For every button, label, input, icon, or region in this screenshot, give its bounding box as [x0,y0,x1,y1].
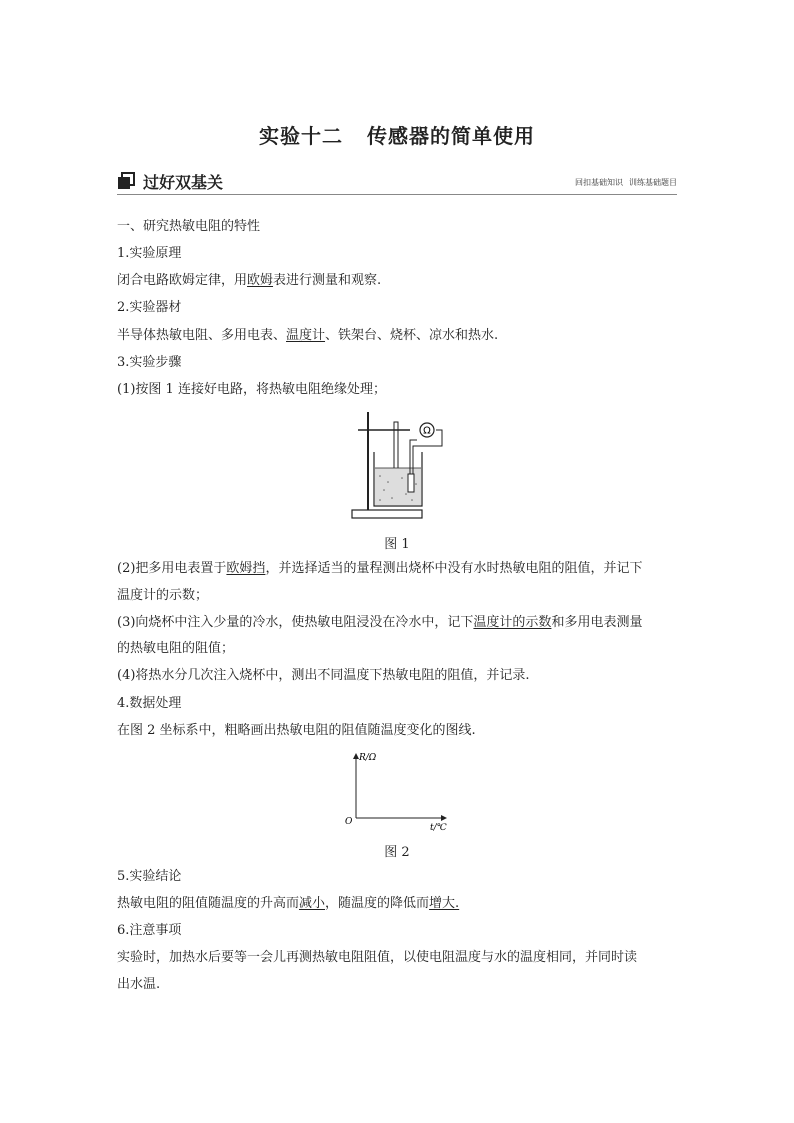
s3-step1: (1)按图 1 连接好电路，将热敏电阻绝缘处理； [117,382,386,397]
s1-heading: 1.实验原理 [117,246,182,261]
s3-step4: (4)将热水分几次注入烧杯中，测出不同温度下热敏电阻的阻值，并记录. [117,668,530,683]
title-part2: 传感器的简单使用 [367,124,535,148]
s2-t3: 、铁架台、烧杯、凉水和热水. [325,328,499,343]
s4-text: 在图 2 坐标系中，粗略画出热敏电阻的阻值随温度变化的图线. [117,723,476,738]
figure-2-caption: 图 2 [384,845,410,860]
s3-step2 [117,560,642,578]
s6-text: 实验时，加热水后要等一会儿再测热敏电阻阻值，以使电阻温度与水的温度相同，并同时读 [117,950,638,965]
s5-t1: 热敏电阻的阻值随温度的升高而 [117,896,300,911]
s4-heading: 4.数据处理 [117,696,182,711]
s5-heading: 5.实验结论 [117,869,182,884]
s3-step3-b: 温度计的示数 [473,615,552,630]
section-header [117,170,677,195]
s5-t2: 减小 [299,896,326,911]
s5-t3: ，随温度的降低而 [325,896,430,911]
s5-text [117,895,459,913]
s3-step2-b: 欧姆挡 [226,561,266,576]
s3-step3 [117,614,642,632]
section-title: 过好双基关 [143,173,224,192]
s2-t1: 半导体热敏电阻、多用电表、 [117,328,287,343]
s6-text-cont: 出水温. [117,977,161,992]
figure-1-apparatus [350,410,450,522]
x-axis-label: t/℃ [430,823,447,833]
s1-t2: 欧姆 [247,273,274,288]
s1-t3: 表进行测量和观察. [273,273,382,288]
section-icon [117,172,135,190]
page-title [0,120,794,149]
s3-step3-a: (3)向烧杯中注入少量的冷水，使热敏电阻浸没在冷水中，记下 [117,615,474,630]
heading-1: 一、研究热敏电阻的特性 [117,219,261,234]
s3-step2-cont: 温度计的示数； [117,588,209,603]
s5-t4: 增大. [429,896,460,911]
figure-2-axes [340,748,450,838]
ohm-symbol: Ω [423,425,431,437]
section-subtitle [575,177,677,188]
s2-heading: 2.实验器材 [117,300,182,315]
s1-t1: 闭合电路欧姆定律，用 [117,273,248,288]
title-part1: 实验十二 [259,124,343,148]
s2-text [117,327,498,345]
figure-1-caption: 图 1 [384,537,410,552]
origin-label: O [345,817,353,827]
s1-text [117,272,381,290]
section-sub1: 回扣基础知识 [575,178,623,187]
y-axis-label: R/Ω [359,753,377,763]
s3-heading: 3.实验步骤 [117,355,182,370]
s3-step2-a: (2)把多用电表置于 [117,561,227,576]
s3-step2-c: ，并选择适当的量程测出烧杯中没有水时热敏电阻的阻值，并记下 [265,561,643,576]
s6-heading: 6.注意事项 [117,923,182,938]
s2-t2: 温度计 [286,328,326,343]
s3-step3-c: 和多用电表测量 [551,615,643,630]
section-sub2: 训练基础题目 [629,178,677,187]
s3-step3-cont: 的热敏电阻的阻值； [117,641,235,656]
